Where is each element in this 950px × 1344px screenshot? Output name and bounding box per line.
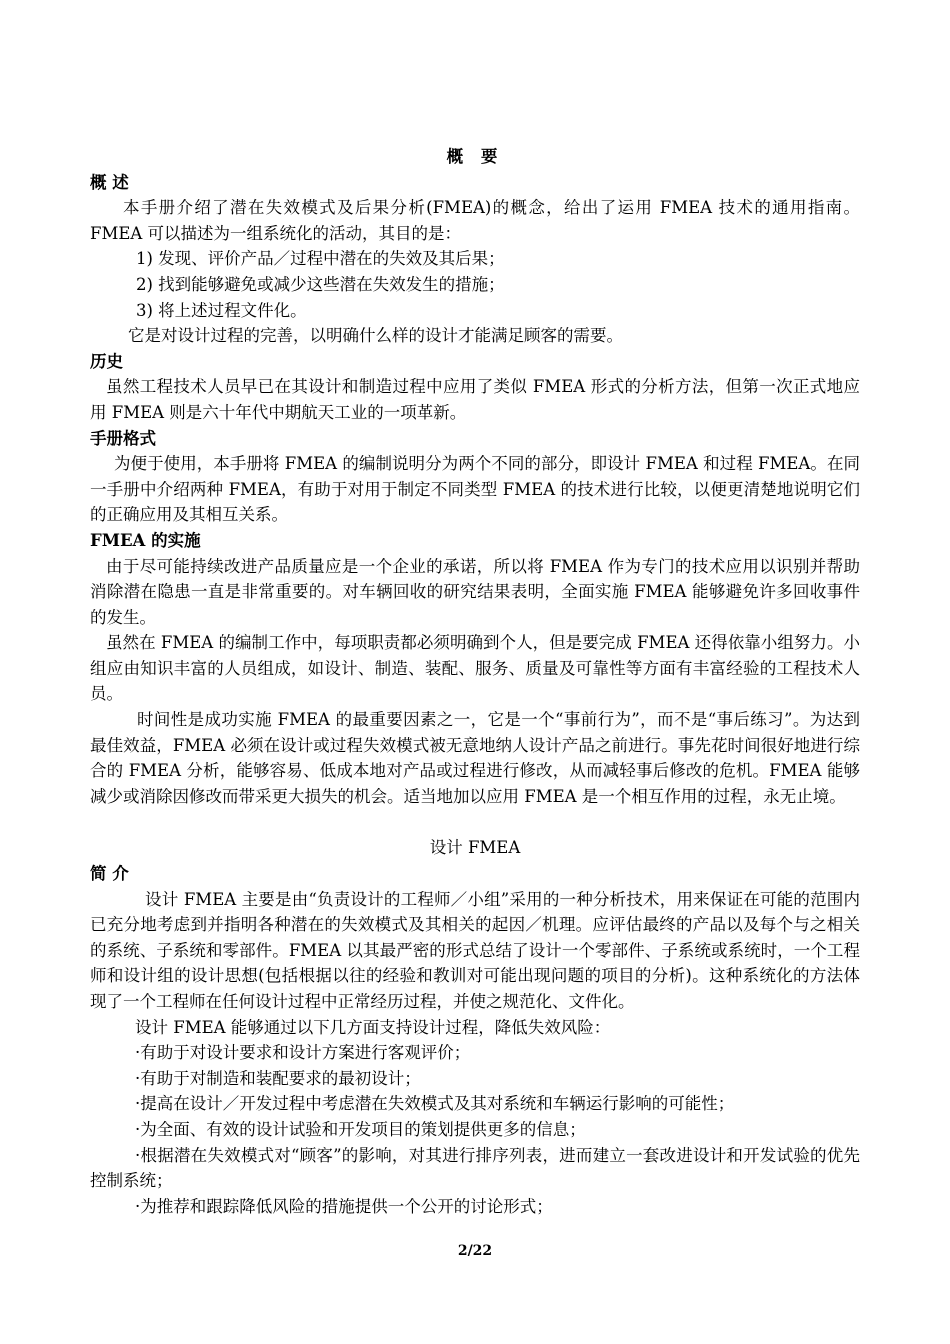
purpose-item: 1) 发现、评价产品／过程中潜在的失效及其后果； xyxy=(136,249,505,269)
section-gap xyxy=(90,809,860,835)
overview-paragraph: 本手册介绍了潜在失效模式及后果分析(FMEA)的概念，给出了运用 FMEA 技术的通用指南。FMEA 可以描述为一组系统化的活动，其目的是： xyxy=(90,198,860,243)
design-benefit-item: ·为全面、有效的设计试验和开发项目的策划提供更多的信息； xyxy=(135,1119,586,1139)
introduction-paragraph: 设计 FMEA 主要是由“负责设计的工程师／小组”采用的一种分析技术，用来保证在可能的范围内已充分地考虑到并指明各种潜在的失效模式及其相关的起因／机理。应评估最终的产品以及每个与之相关的系统、子系统和零部件。FMEA 以其最严密的形式总结了设计一个零部件、子系统或系统时，一个工程师和设计组的设计思想(包括根据以往的经验和教训对可能出现问题的项目的分析)。这种系统化的方法体现了一个工程师在任何设计过程中正常经历过程，并使之规范化、文件化。 xyxy=(90,889,860,1011)
design-fmea-title: 设计 FMEA xyxy=(429,838,521,858)
page-title: 概 要 xyxy=(446,147,504,166)
overview-closing: 它是对设计过程的完善，以明确什么样的设计才能满足顾客的需要。 xyxy=(128,326,623,346)
implementation-paragraph: 时间性是成功实施 FMEA 的最重要因素之一，它是一个“事前行为”，而不是“事后练习”。为达到最佳效益，FMEA 必须在设计或过程失效模式被无意地纳人设计产品之前进行。事先花时间很好地进行综合的 FMEA 分析，能够容易、低成本地对产品或过程进行修改，从而减轻事后修改的危机。FMEA 能够减少或消除因修改而带采更大损失的机会。适当地加以应用 FMEA 是一个相互作用的过程，永无止境。 xyxy=(90,710,860,806)
design-benefit-item: ·为推荐和跟踪降低风险的措施提供一个公开的讨论形式； xyxy=(135,1196,553,1216)
manual-format-paragraph: 为便于使用，本手册将 FMEA 的编制说明分为两个不同的部分，即设计 FMEA 和过程 FMEA。在同一手册中介绍两种 FMEA，有助于对用于制定不同类型 FMEA 的技术进行比较，以便更清楚地说明它们的正确应用及其相互关系。 xyxy=(90,454,860,525)
history-paragraph: 虽然工程技术人员早已在其设计和制造过程中应用了类似 FMEA 形式的分析方法，但第一次正式地应用 FMEA 则是六十年代中期航天工业的一项革新。 xyxy=(90,377,860,422)
purpose-item: 2) 找到能够避免或减少这些潜在失效发生的措施； xyxy=(136,274,505,294)
implementation-paragraph: 由于尽可能持续改进产品质量应是一个企业的承诺，所以将 FMEA 作为专门的技术应用以识别并帮助消除潜在隐患一直是非常重要的。对车辆回收的研究结果表明，全面实施 FMEA 能够避免许多回收事件的发生。 xyxy=(90,556,860,627)
purpose-item: 3) 将上述过程文件化。 xyxy=(136,300,307,320)
section-heading-history: 历史 xyxy=(90,351,123,371)
design-benefit-item: ·有助于对设计要求和设计方案进行客观评价； xyxy=(135,1043,471,1063)
section-heading-manual-format: 手册格式 xyxy=(90,428,156,448)
page-content xyxy=(90,144,860,1219)
design-benefit-item: ·提高在设计／开发过程中考虑潜在失效模式及其对系统和车辆运行影响的可能性； xyxy=(135,1094,735,1114)
section-heading-overview: 概 述 xyxy=(90,172,129,192)
design-benefit-item: ·有助于对制造和装配要求的最初设计； xyxy=(135,1068,421,1088)
page-number: 2/22 xyxy=(457,1243,493,1259)
section-heading-implementation: FMEA 的实施 xyxy=(90,530,201,550)
design-support-intro: 设计 FMEA 能够通过以下几方面支持设计过程，降低失效风险： xyxy=(135,1017,611,1037)
design-benefit-item: ·根据潜在失效模式对“顾客”的影响，对其进行排序列表，进而建立一套改进设计和开发试验的优先控制系统； xyxy=(90,1145,860,1191)
implementation-paragraph: 虽然在 FMEA 的编制工作中，每项职责都必须明确到个人，但是要完成 FMEA 还得依靠小组努力。小组应由知识丰富的人员组成，如设计、制造、装配、服务、质量及可靠性等方面有丰富经验的工程技术人员。 xyxy=(90,633,860,704)
section-heading-introduction: 简 介 xyxy=(90,864,129,884)
